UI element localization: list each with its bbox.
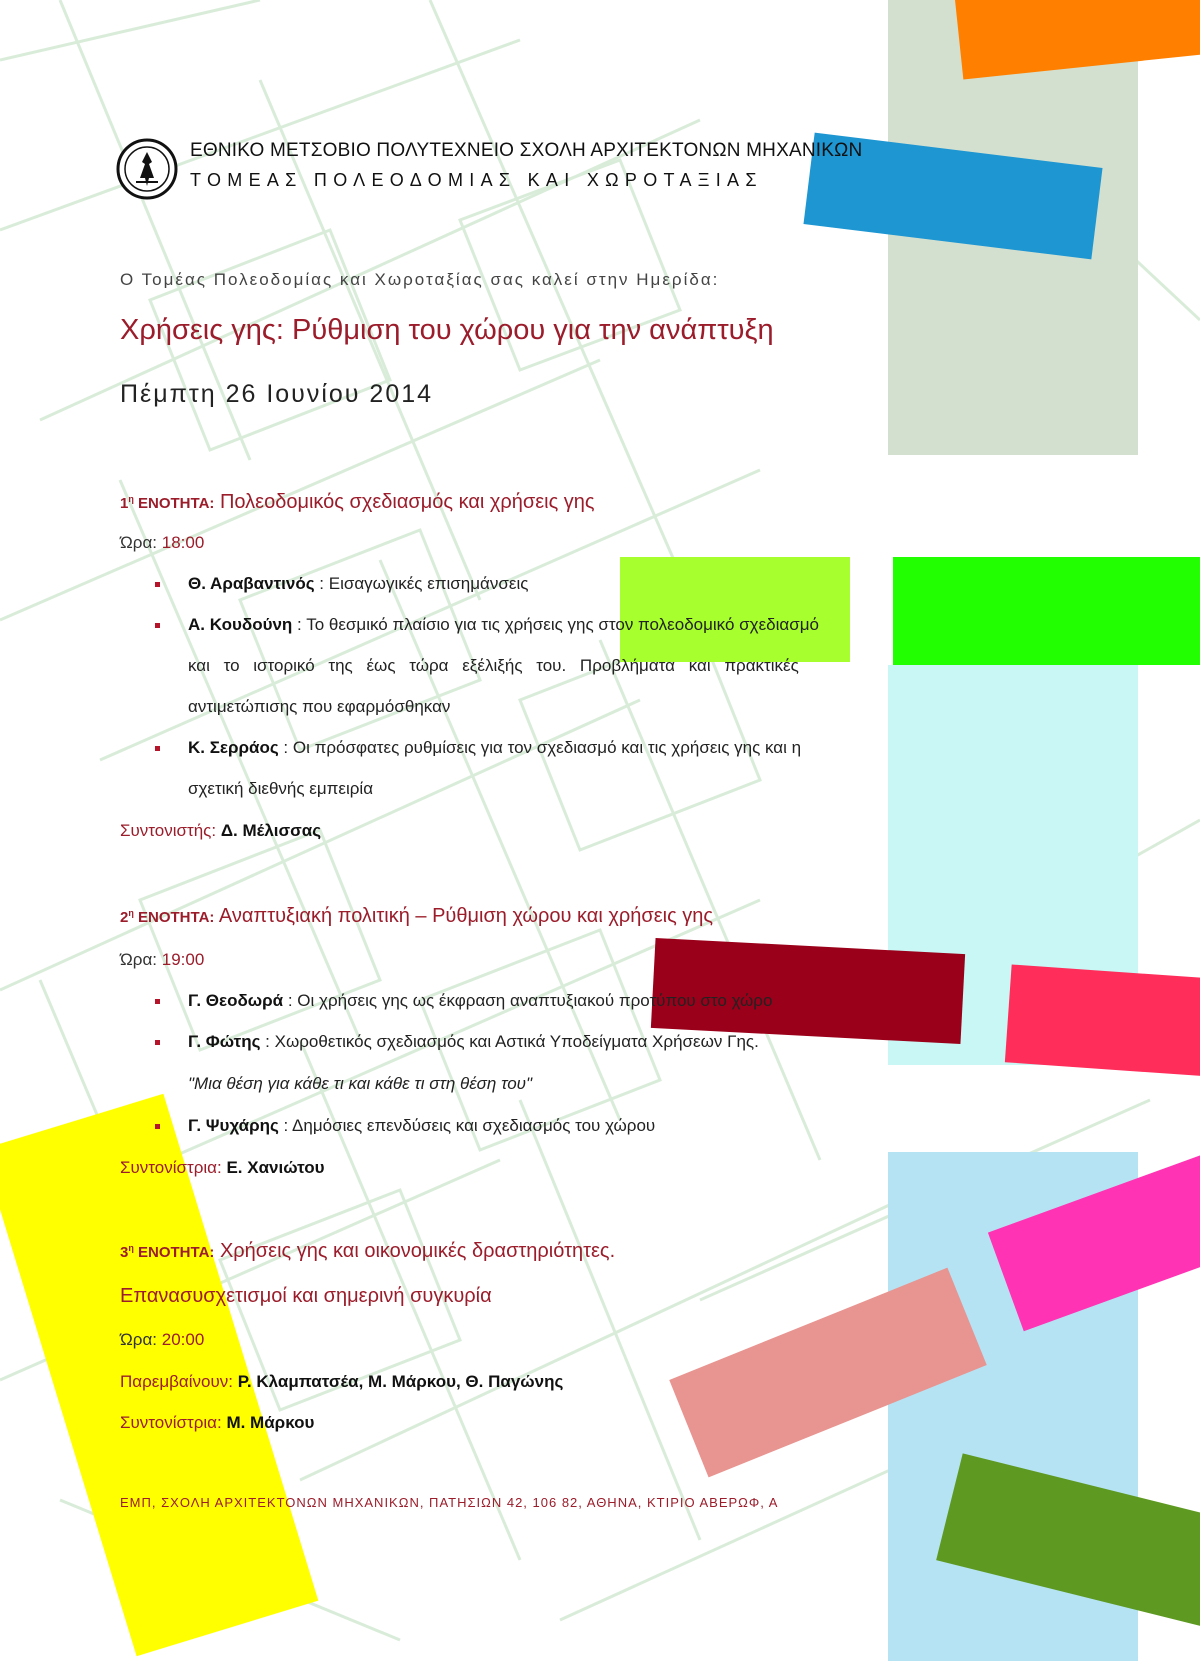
section-3-time: Ώρα: 20:00 (120, 1330, 205, 1349)
bullet-marker (155, 1040, 160, 1045)
section-3-moderator: Συντονίστρια: Μ. Μάρκου (120, 1413, 315, 1432)
invitation-text: Ο Τομέας Πολεοδομίας και Χωροταξίας σας καλεί στην Ημερίδα: (120, 270, 720, 289)
section-1-item-2: Α. Κουδούνη : Το θεσμικό πλαίσιο για τις χρήσεις γης στον πολεοδομικό σχεδιασμό (188, 615, 819, 634)
footer-address: ΕΜΠ, ΣΧΟΛΗ ΑΡΧΙΤΕΚΤΟΝΩΝ ΜΗΧΑΝΙΚΩΝ, ΠΑΤΗΣΙΩΝ 42, 106 82, ΑΘΗΝΑ, ΚΤΙΡΙΟ ΑΒΕΡΩΦ, Α (120, 1495, 779, 1510)
section-1-item-2-line-2: και το ιστορικό της έως τώρα εξέλιξής του. Προβλήματα και πρακτικές (188, 656, 799, 675)
bullet-marker (155, 999, 160, 1004)
section-3-title: Χρήσεις γης και οικονομικές δραστηριότητες. (219, 1240, 616, 1262)
event-title: Χρήσεις γης: Ρύθμιση του χώρου για την ανάπτυξη (120, 314, 774, 346)
section-2-item-2: Γ. Φώτης : Χωροθετικός σχεδιασμός και Αστικά Υποδείγματα Χρήσεων Γης. (188, 1032, 759, 1051)
section-2-item-2-quote: "Μια θέση για κάθε τι και κάθε τι στη θέση του" (188, 1074, 533, 1093)
section-1-item-2-line-3: αντιμετώπισης που εφαρμόσθηκαν (188, 697, 451, 716)
section-2-heading: $2^\eta$ ΕΝΟΤΗΤΑ: Αναπτυξιακή πολιτική – Ρύθμιση χώρου και χρήσεις γης (120, 905, 714, 927)
section-1-item-3: Κ. Σερράος : Οι πρόσφατες ρυθμίσεις για τον σχεδιασμό και τις χρήσεις γης και η (188, 738, 802, 757)
bullet-marker (155, 1124, 160, 1129)
section-1-moderator: Συντονιστής: Δ. Μέλισσας (120, 821, 322, 840)
section-1-time: Ώρα: 18:00 (120, 533, 205, 552)
section-2-item-3: Γ. Ψυχάρης : Δημόσιες επενδύσεις και σχεδιασμός του χώρου (188, 1116, 656, 1135)
section-1-title: Πολεοδομικός σχεδιασμός και χρήσεις γης (219, 491, 595, 513)
section-3-title-line-2: Επανασυσχετισμοί και σημερινή συγκυρία (120, 1285, 492, 1307)
event-date: Πέμπτη 26 Ιουνίου 2014 (120, 380, 434, 408)
section-1-heading: $1^\eta$ ΕΝΟΤΗΤΑ: Πολεοδομικός σχεδιασμός και χρήσεις γης (120, 491, 595, 513)
section-2-item-1: Γ. Θεοδωρά : Οι χρήσεις γης ως έκφραση αναπτυξιακού προτύπου στο χώρο (188, 991, 773, 1010)
department-name: ΤΟΜΕΑΣ ΠΟΛΕΟΔΟΜΙΑΣ ΚΑΙ ΧΩΡΟΤΑΞΙΑΣ (190, 170, 763, 190)
section-1-item-1: Θ. Αραβαντινός : Εισαγωγικές επισημάνσεις (188, 574, 529, 593)
section-3-participants: Παρεμβαίνουν: Ρ. Κλαμπατσέα, Μ. Μάρκου, Θ. Παγώνης (120, 1372, 564, 1391)
bullet-marker (155, 623, 160, 628)
section-3-heading: $3^\eta$ ΕΝΟΤΗΤΑ: Χρήσεις γης και οικονομικές δραστηριότητες. (120, 1240, 616, 1262)
university-name: ΕΘΝΙΚΟ ΜΕΤΣΟΒΙΟ ΠΟΛΥΤΕΧΝΕΙΟ ΣΧΟΛΗ ΑΡΧΙΤΕΚΤΟΝΩΝ ΜΗΧΑΝΙΚΩΝ (190, 140, 863, 161)
section-2-title: Αναπτυξιακή πολιτική – Ρύθμιση χώρου και χρήσεις γης (218, 905, 714, 927)
university-seal-icon (116, 138, 178, 200)
section-2-time: Ώρα: 19:00 (120, 950, 205, 969)
section-2-moderator: Συντονίστρια: Ε. Χανιώτου (120, 1158, 325, 1177)
bullet-marker (155, 746, 160, 751)
section-1-item-3-line-2: σχετική διεθνής εμπειρία (188, 779, 374, 798)
bullet-marker (155, 582, 160, 587)
